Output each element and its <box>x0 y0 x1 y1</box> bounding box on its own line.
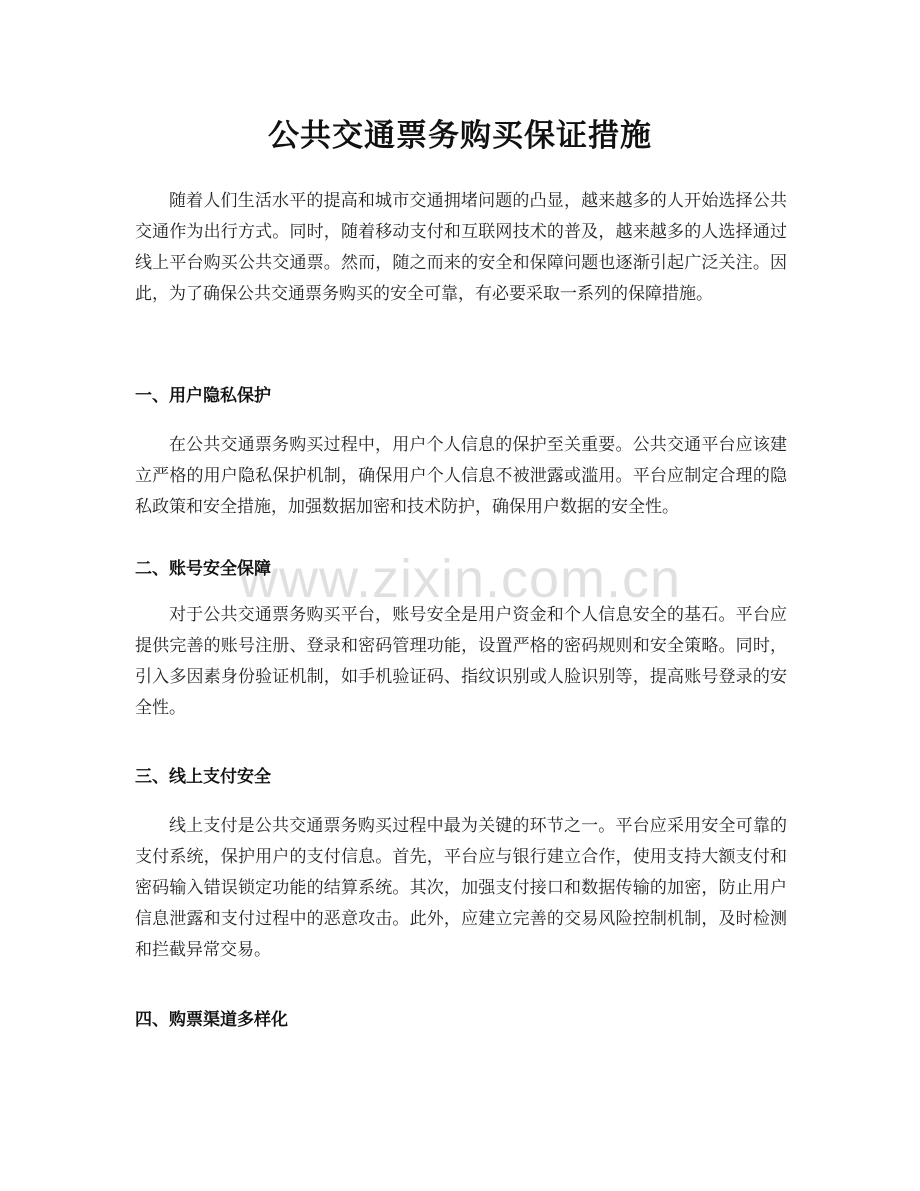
section-heading-account: 二、账号安全保障 <box>135 559 271 579</box>
intro-paragraph: 随着人们生活水平的提高和城市交通拥堵问题的凸显，越来越多的人开始选择公共交通作为出行方式。同时，随着移动支付和互联网技术的普及，越来越多的人选择通过线上平台购买公共交通票。然而，随之而来的安全和保障问题也逐渐引起广泛关注。因此，为了确保公共交通票务购买的安全可靠，有必要采取一系列的保障措施。 <box>135 191 787 304</box>
section-body-account: 对于公共交通票务购买平台，账号安全是用户资金和个人信息安全的基石。平台应提供完善的账号注册、登录和密码管理功能，设置严格的密码规则和安全策略。同时，引入多因素身份验证机制，如手机验证码、指纹识别或人脸识别等，提高账号登录的安全性。 <box>135 605 787 718</box>
document-title: 公共交通票务购买保证措施 <box>268 118 652 154</box>
watermark-text: www.zixin.com.cn <box>238 549 682 609</box>
section-heading-payment: 三、线上支付安全 <box>135 767 271 787</box>
section-heading-channels: 四、购票渠道多样化 <box>135 1010 288 1030</box>
section-body-payment: 线上支付是公共交通票务购买过程中最为关键的环节之一。平台应采用安全可靠的支付系统，保护用户的支付信息。首先，平台应与银行建立合作，使用支持大额支付和密码输入错误锁定功能的结算系统。其次，加强支付接口和数据传输的加密，防止用户信息泄露和支付过程中的恶意攻击。此外，应建立完善的交易风险控制机制，及时检测和拦截异常交易。 <box>135 816 787 960</box>
section-body-privacy: 在公共交通票务购买过程中，用户个人信息的保护至关重要。公共交通平台应该建立严格的用户隐私保护机制，确保用户个人信息不被泄露或滥用。平台应制定合理的隐私政策和安全措施，加强数据加密和技术防护，确保用户数据的安全性。 <box>135 435 787 517</box>
section-heading-privacy: 一、用户隐私保护 <box>135 386 271 406</box>
